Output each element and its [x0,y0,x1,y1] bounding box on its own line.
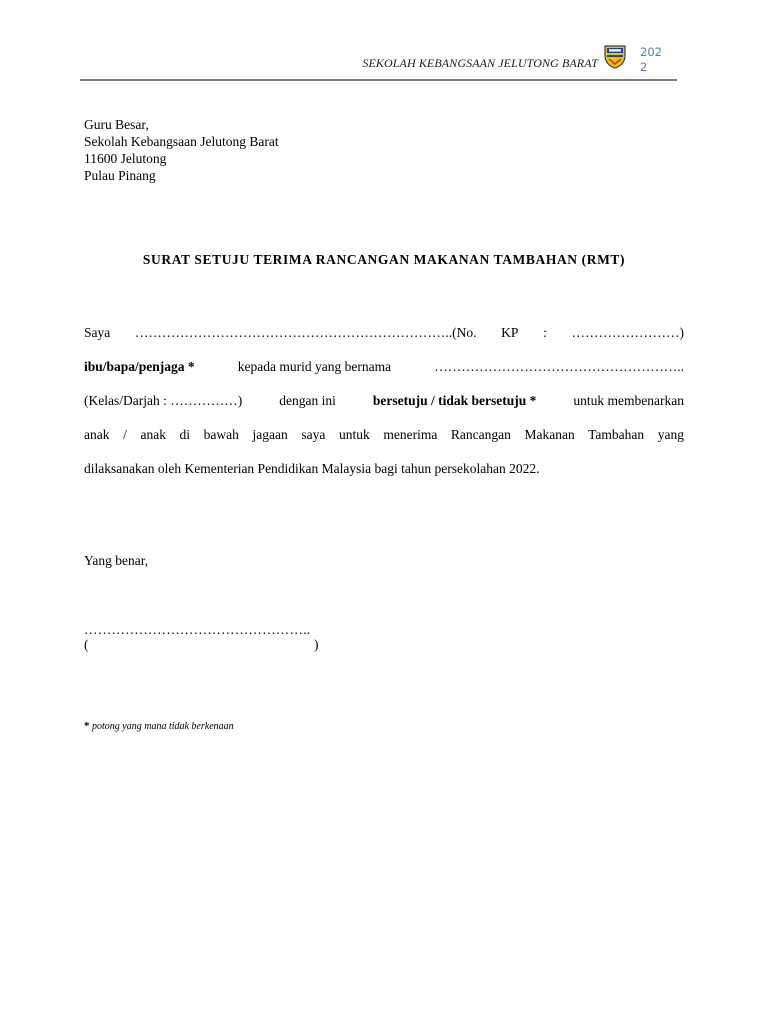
recipient-address [84,116,279,184]
body-class: (Kelas/Darjah : ……………) [84,393,243,408]
header-year: 2022 [640,45,662,74]
school-crest-icon [604,45,626,69]
body-kp-colon: : [543,325,547,340]
body-student-text: kepada murid yang bernama [237,359,392,374]
header-school-name: SEKOLAH KEBANGSAAN JELUTONG BARAT [362,56,598,70]
body-line-2 [84,350,684,384]
body-line-5: dilaksanakan oleh Kementerian Pendidikan Malaysia bagi tahun persekolahan 2022. [84,461,540,476]
body-saya: Saya [84,325,111,340]
closing-salutation: Yang benar, [84,553,149,568]
body-kp-dots: ……………………) [571,325,684,340]
body-consent-rest: untuk membenarkan [573,393,684,408]
footnote-text: potong yang mana tidak berkenaan [92,721,234,732]
letter-body [84,316,684,486]
body-student-dots: ……………………………………………….. [434,359,684,374]
body-line-4: anak / anak di bawah jagaan saya untuk menerima Rancangan Makanan Tambahan yang [84,427,684,442]
address-line-2: Sekolah Kebangsaan Jelutong Barat [84,134,279,149]
footnote [84,720,234,732]
body-line-1 [84,316,684,350]
body-consent-text: dengan ini [279,393,336,408]
body-consent-choice: bersetuju / tidak bersetuju * [372,393,537,408]
letter-title: SURAT SETUJU TERIMA RANCANGAN MAKANAN TAMBAHAN (RMT) [142,252,626,267]
body-kp: KP [501,325,519,340]
body-name-dots: ……………………………………………………………..(No. [134,325,477,340]
body-line-3 [84,384,684,418]
header-divider [80,79,677,81]
address-line-3: 11600 Jelutong [84,151,167,166]
signature-dots: ………………………………………….. [84,622,311,637]
address-line-1: Guru Besar, [84,117,149,132]
address-line-4: Pulau Pinang [84,168,156,183]
footnote-star: * [84,720,90,732]
signature-close-paren: ) [314,637,319,652]
signature-open-paren: ( [84,637,89,652]
body-role: ibu/bapa/penjaga * [84,359,195,374]
